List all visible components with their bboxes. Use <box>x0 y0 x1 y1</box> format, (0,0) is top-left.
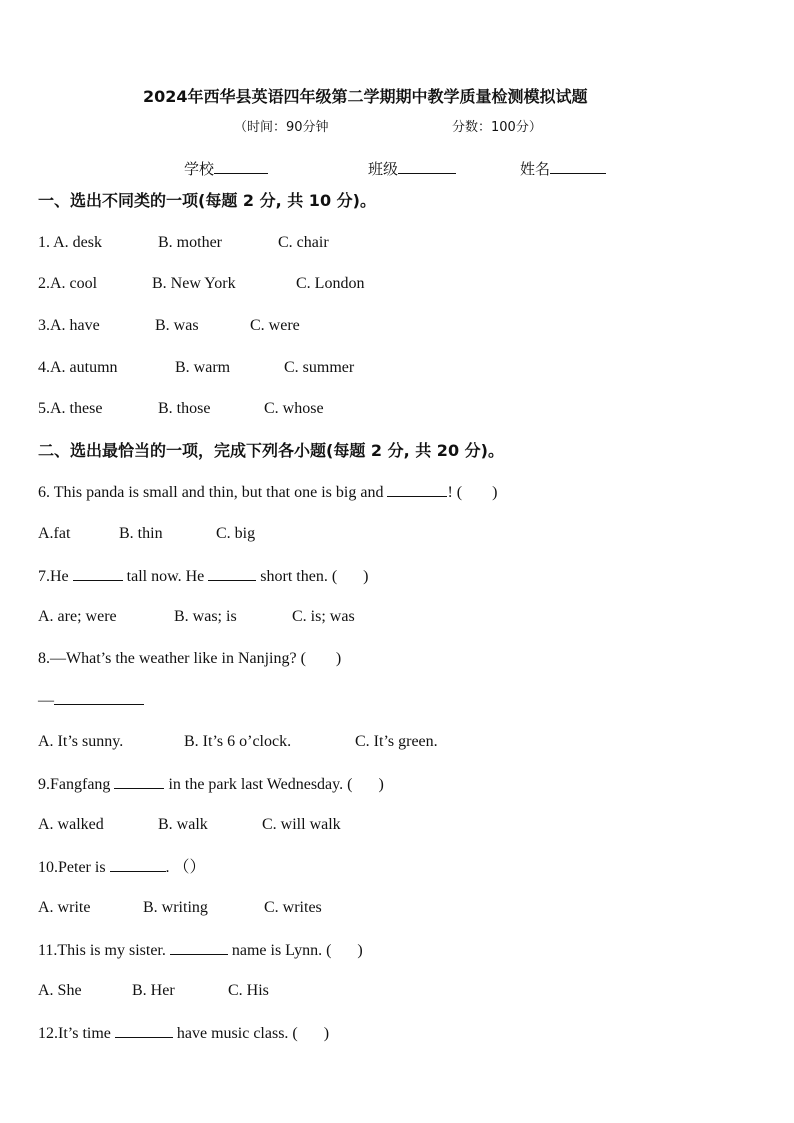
q12-paren-close: ) <box>323 1025 330 1042</box>
q9-option-a[interactable]: A. walked <box>38 816 104 833</box>
q9-option-b[interactable]: B. walk <box>158 816 208 833</box>
q11-option-c[interactable]: C. His <box>228 982 269 999</box>
q9-option-c[interactable]: C. will walk <box>262 816 341 833</box>
q2-option-a[interactable]: 2.A. cool <box>38 275 98 292</box>
q6-blank[interactable] <box>387 482 447 497</box>
class-field <box>368 159 456 179</box>
q7-paren-close: ) <box>363 568 369 585</box>
q6-stem <box>38 482 497 503</box>
q1-option-c[interactable]: C. chair <box>278 234 329 251</box>
q11-option-b[interactable]: B. Her <box>132 982 175 999</box>
q7-option-a[interactable]: A. are; were <box>38 608 117 625</box>
q11-text: 11.This is my sister. <box>38 942 170 959</box>
q10-option-b[interactable]: B. writing <box>143 899 208 916</box>
school-field <box>184 159 268 179</box>
q3-option-a[interactable]: 3.A. have <box>38 317 100 334</box>
q3-option-c[interactable]: C. were <box>250 317 300 334</box>
q7-text: 7.He <box>38 568 73 585</box>
q7-option-c[interactable]: C. is; was <box>292 608 355 625</box>
q6-paren-close: ) <box>492 484 498 501</box>
q7-blank-1[interactable] <box>73 566 123 581</box>
q8-option-b[interactable]: B. It’s 6 o’clock. <box>184 733 292 750</box>
q12-text: 12.It’s time <box>38 1025 115 1042</box>
school-blank[interactable] <box>214 159 268 174</box>
q5-option-a[interactable]: 5.A. these <box>38 400 103 417</box>
q2-option-b[interactable]: B. New York <box>152 275 236 292</box>
q11-stem <box>38 940 363 961</box>
q6-option-a[interactable]: A.fat <box>38 525 71 542</box>
q9-blank[interactable] <box>114 774 164 789</box>
exam-score: 分数：100分） <box>452 120 542 135</box>
q12-stem <box>38 1023 329 1044</box>
school-label: 学校 <box>184 160 215 178</box>
q10-option-a[interactable]: A. write <box>38 899 91 916</box>
q6-option-c[interactable]: C. big <box>216 525 256 542</box>
q8-option-a[interactable]: A. It’s sunny. <box>38 733 124 750</box>
q11-blank[interactable] <box>170 940 228 955</box>
q10-stem <box>38 857 206 878</box>
q11-paren-close: ) <box>357 942 363 959</box>
q10-blank[interactable] <box>110 857 166 872</box>
q8-stem <box>38 649 341 669</box>
q8-dash: — <box>38 692 54 709</box>
q7-option-b[interactable]: B. was; is <box>174 608 237 625</box>
q1-option-b[interactable]: B. mother <box>158 234 222 251</box>
q9-paren-close: ) <box>378 776 384 793</box>
q8-option-c[interactable]: C. It’s green. <box>355 733 438 750</box>
section2-heading: 二、选出最恰当的一项，完成下列各小题(每题 2 分, 共 20 分)。 <box>38 441 504 460</box>
q12-text-end: have music class. ( <box>172 1025 298 1042</box>
q11-text-end: name is Lynn. ( <box>227 942 332 959</box>
q7-text-end: short then. ( <box>256 568 338 585</box>
name-field <box>520 159 606 179</box>
name-label: 姓名 <box>520 160 551 178</box>
q6-text: 6. This panda is small and thin, but that one is big and <box>38 484 388 501</box>
q11-option-a[interactable]: A. She <box>38 982 82 999</box>
q4-option-b[interactable]: B. warm <box>175 359 231 376</box>
q8-blank[interactable] <box>54 690 144 705</box>
q7-blank-2[interactable] <box>208 566 256 581</box>
q6-text-end: ! ( <box>447 484 463 501</box>
name-blank[interactable] <box>550 159 606 174</box>
q10-text: 10.Peter is <box>38 859 110 876</box>
q5-option-c[interactable]: C. whose <box>264 400 324 417</box>
q10-text-end: . （） <box>165 859 206 876</box>
q3-option-b[interactable]: B. was <box>155 317 199 334</box>
q7-text-mid: tall now. He <box>122 568 209 585</box>
q8-paren-close: ) <box>335 650 342 667</box>
q4-option-c[interactable]: C. summer <box>284 359 355 376</box>
class-blank[interactable] <box>398 159 456 174</box>
q2-option-c[interactable]: C. London <box>296 275 365 292</box>
q7-stem <box>38 566 368 587</box>
q8-answer-line <box>38 690 144 711</box>
page-title: 2024年西华县英语四年级第二学期期中教学质量检测模拟试题 <box>143 87 588 106</box>
q10-option-c[interactable]: C. writes <box>264 899 322 916</box>
q1-option-a[interactable]: 1. A. desk <box>38 234 102 251</box>
q9-text-end: in the park last Wednesday. ( <box>164 776 353 793</box>
class-label: 班级 <box>368 160 399 178</box>
section1-heading: 一、选出不同类的一项(每题 2 分, 共 10 分)。 <box>38 191 376 210</box>
q9-stem <box>38 774 384 795</box>
q5-option-b[interactable]: B. those <box>158 400 211 417</box>
q12-blank[interactable] <box>115 1023 173 1038</box>
q8-text: 8.—What’s the weather like in Nanjing? ( <box>38 650 306 667</box>
exam-time: （时间：90分钟 <box>234 120 329 135</box>
q6-option-b[interactable]: B. thin <box>119 525 163 542</box>
q4-option-a[interactable]: 4.A. autumn <box>38 359 118 376</box>
q9-text: 9.Fangfang <box>38 776 115 793</box>
